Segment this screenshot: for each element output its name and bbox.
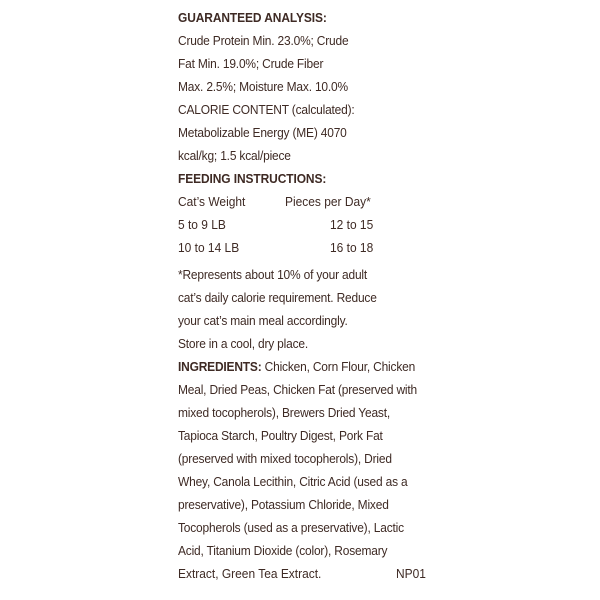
guaranteed-analysis-heading: GUARANTEED ANALYSIS: (178, 10, 327, 25)
feeding-table-header (178, 190, 438, 213)
ingredients-line: Extract, Green Tea Extract. (178, 566, 322, 581)
col-header-pieces: Pieces per Day* (285, 194, 371, 209)
analysis-line: Max. 2.5%; Moisture Max. 10.0% (178, 79, 348, 94)
calorie-content-heading: CALORIE CONTENT (calculated): (178, 102, 355, 117)
label-text-column (178, 6, 438, 585)
pieces-cell: 16 to 18 (330, 240, 374, 255)
ingredients-heading: INGREDIENTS: (178, 359, 262, 374)
ingredients-line: Tocopherols (used as a preservative), Lactic (178, 520, 404, 535)
pieces-cell: 12 to 15 (330, 217, 374, 232)
ingredients-last-line (178, 562, 438, 585)
ingredients-line: preservative), Potassium Chloride, Mixed (178, 497, 389, 512)
ingredients-line: Acid, Titanium Dioxide (color), Rosemary (178, 543, 388, 558)
note-line: your cat’s main meal accordingly. (178, 313, 348, 328)
feeding-table-row (178, 236, 438, 259)
ingredients-line: Meal, Dried Peas, Chicken Fat (preserved with (178, 382, 417, 397)
feeding-instructions-heading: FEEDING INSTRUCTIONS: (178, 171, 327, 186)
feeding-table-row (178, 213, 438, 236)
calorie-line: Metabolizable Energy (ME) 4070 (178, 125, 347, 140)
ingredients-line: Tapioca Starch, Poultry Digest, Pork Fat (178, 428, 383, 443)
analysis-line: Crude Protein Min. 23.0%; Crude (178, 33, 349, 48)
ingredients-first-line (178, 355, 417, 378)
analysis-line: Fat Min. 19.0%; Crude Fiber (178, 56, 324, 71)
weight-cell: 5 to 9 LB (178, 217, 226, 232)
ingredients-line: (preserved with mixed tocopherols), Dried (178, 451, 392, 466)
weight-cell: 10 to 14 LB (178, 240, 240, 255)
note-line: Store in a cool, dry place. (178, 336, 308, 351)
ingredients-line: Whey, Canola Lecithin, Citric Acid (used as a (178, 474, 408, 489)
product-code: NP01 (396, 566, 426, 581)
ingredients-line: mixed tocopherols), Brewers Dried Yeast, (178, 405, 391, 420)
note-line: cat’s daily calorie requirement. Reduce (178, 290, 377, 305)
col-header-weight: Cat’s Weight (178, 194, 246, 209)
calorie-line: kcal/kg; 1.5 kcal/piece (178, 148, 291, 163)
ingredients-text: Chicken, Corn Flour, Chicken (261, 359, 416, 374)
note-line: *Represents about 10% of your adult (178, 267, 368, 282)
